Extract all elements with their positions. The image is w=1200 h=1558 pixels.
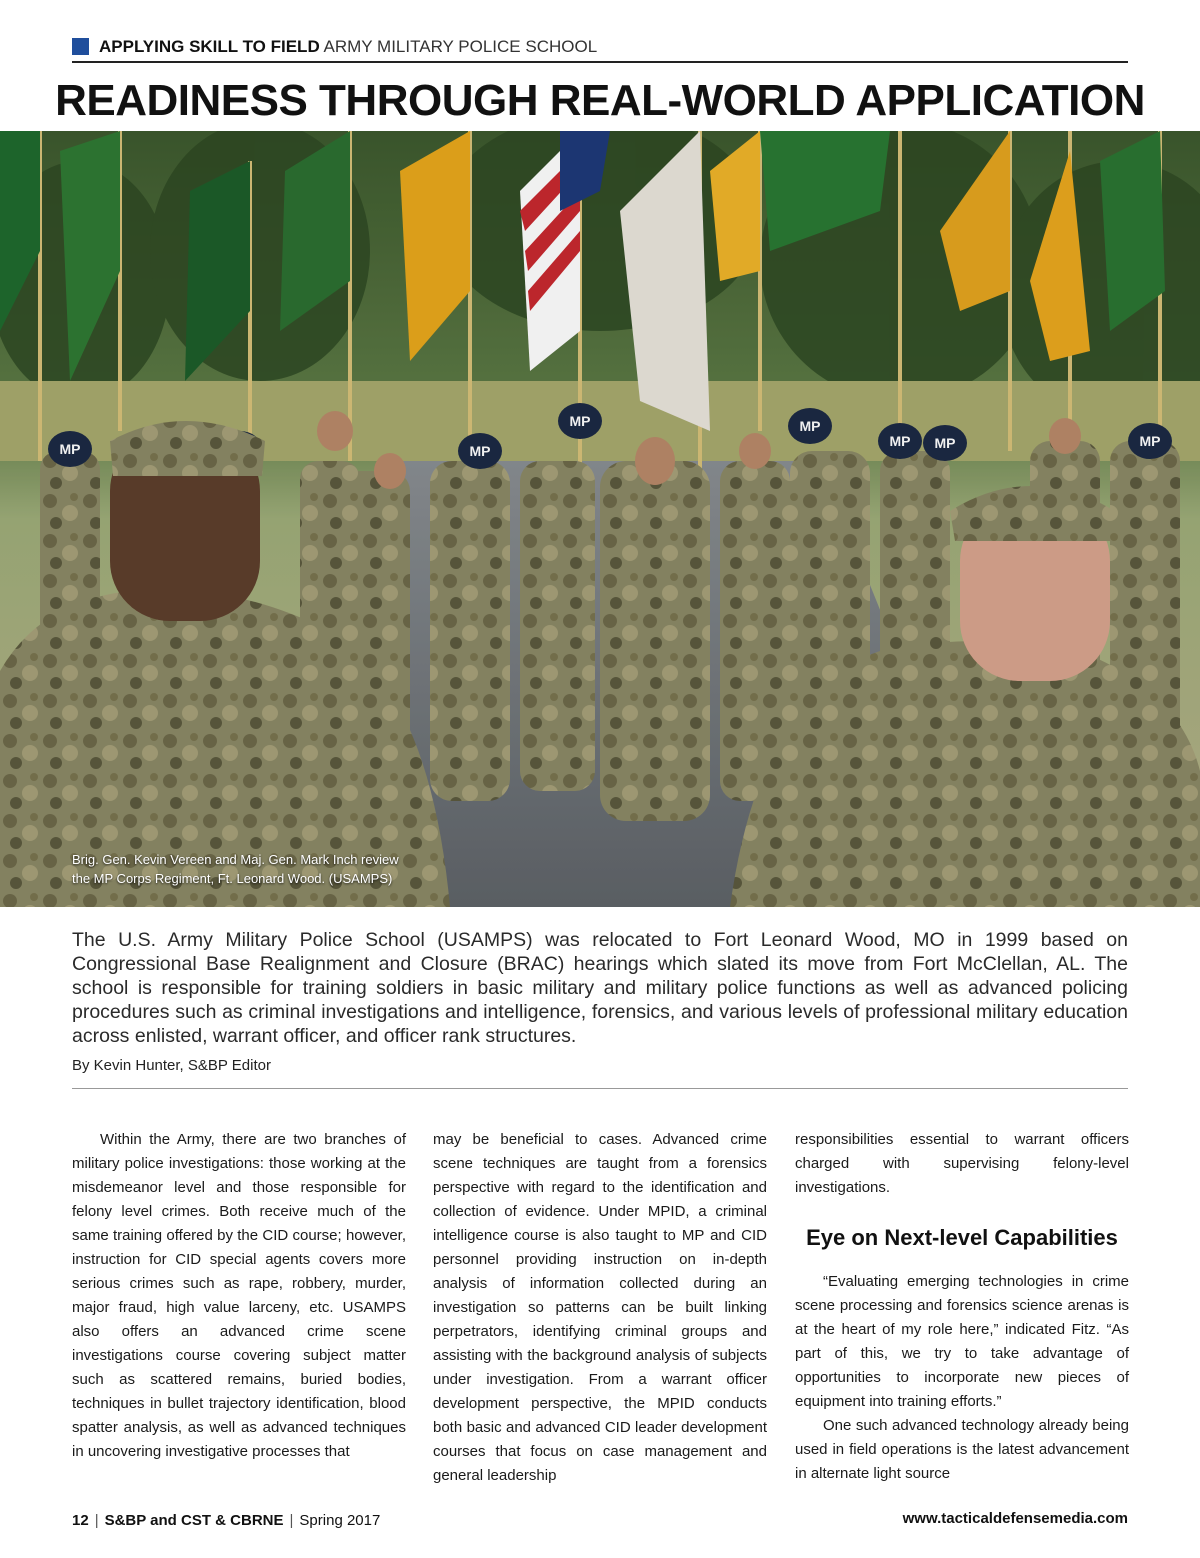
section-label-light: ARMY MILITARY POLICE SCHOOL (323, 37, 598, 56)
publication-name: S&BP and CST & CBRNE (104, 1512, 284, 1529)
footer-separator: | (289, 1512, 294, 1529)
section-subheading: Eye on Next-level Capabilities (806, 1225, 1118, 1250)
page-number: 12 (72, 1512, 89, 1529)
helmet-label: MP (1139, 433, 1161, 449)
article-byline: By Kevin Hunter, S&BP Editor (72, 1057, 271, 1074)
helmet-label: MP (469, 443, 491, 459)
body-paragraph: responsibilities essential to warrant officers charged with supervising felony-level investigations. (795, 1131, 1129, 1196)
section-divider (72, 1088, 1128, 1089)
body-paragraph: “Evaluating emerging technologies in crime scene processing and forensics science arenas is at the heart of my role here,” indicated Fitz. “As part of this, we try to take advantage of opportunities to incorporate new pieces of equipment into training efforts.” (795, 1273, 1129, 1410)
body-paragraph: One such advanced technology already being used in field operations is the latest advancement in alternate light source (795, 1417, 1129, 1482)
article-photo (0, 131, 1200, 907)
helmet-label: MP (799, 418, 821, 434)
body-paragraph: Within the Army, there are two branches of military police investigations: those working at the misdemeanor level and those responsible for felony level crimes. Both receive much of the same training offered by the CID course; however, instruction for CID special agents covers more serious crimes such as rape, robbery, murder, major fraud, high value larceny, etc. USAMPS also offers an advanced crime scene investigations course covering subject matter such as scattered remains, buried bodies, techniques in bullet trajectory identification, blood spatter analysis, as well as advanced techniques in uncovering investigative processes that (72, 1131, 406, 1460)
section-marker-square (72, 38, 89, 55)
issue-date: Spring 2017 (299, 1512, 381, 1529)
helmet-label: MP (59, 441, 81, 457)
section-header (72, 36, 1128, 63)
photo-caption (72, 850, 412, 888)
body-column-2 (433, 1128, 767, 1488)
helmet-label: MP (569, 413, 591, 429)
article-headline: READINESS THROUGH REAL-WORLD APPLICATION (55, 76, 1145, 125)
section-label (99, 37, 597, 57)
article-intro: The U.S. Army Military Police School (USAMPS) was relocated to Fort Leonard Wood, MO in 1999 based on Congressional Base Realignment and Closure (BRAC) hearings which slated its move from Fort McClellan, AL. The school is responsible for training soldiers in basic military and military police functions as well as advanced policing procedures such as criminal investigations and intelligence, forensics, and various levels of professional military education across enlisted, warrant officer, and officer rank structures. (72, 929, 1128, 1047)
photo-caption-line: the MP Corps Regiment, Ft. Leonard Wood. (USAMPS) (72, 871, 393, 886)
body-paragraph: may be beneficial to cases. Advanced crime scene techniques are taught from a forensics perspective with regard to the identification and collection of evidence. Under MPID, a criminal intelligence course is also taught to MP and CID personnel providing instruction on in-depth analysis of information collected during an investigation so patterns can be built linking perpetrators, identifying criminal groups and assisting with the background analysis of subjects under investigation. From a warrant officer development perspective, the MPID conducts both basic and advanced CID leader development courses that focus on case management and general leadership (433, 1131, 767, 1484)
photo-caption-line: Brig. Gen. Kevin Vereen and Maj. Gen. Mark Inch review (72, 852, 399, 867)
website-link[interactable]: www.tacticaldefensemedia.com (902, 1510, 1128, 1527)
helmet-label: MP (934, 435, 956, 451)
page-footer (72, 1512, 380, 1529)
body-column-3 (795, 1128, 1129, 1486)
helmet-label: MP (889, 433, 911, 449)
footer-separator: | (94, 1512, 99, 1529)
parade-photo-illustration (0, 131, 1200, 907)
section-label-bold: APPLYING SKILL TO FIELD (99, 37, 320, 56)
body-column-1 (72, 1128, 406, 1464)
